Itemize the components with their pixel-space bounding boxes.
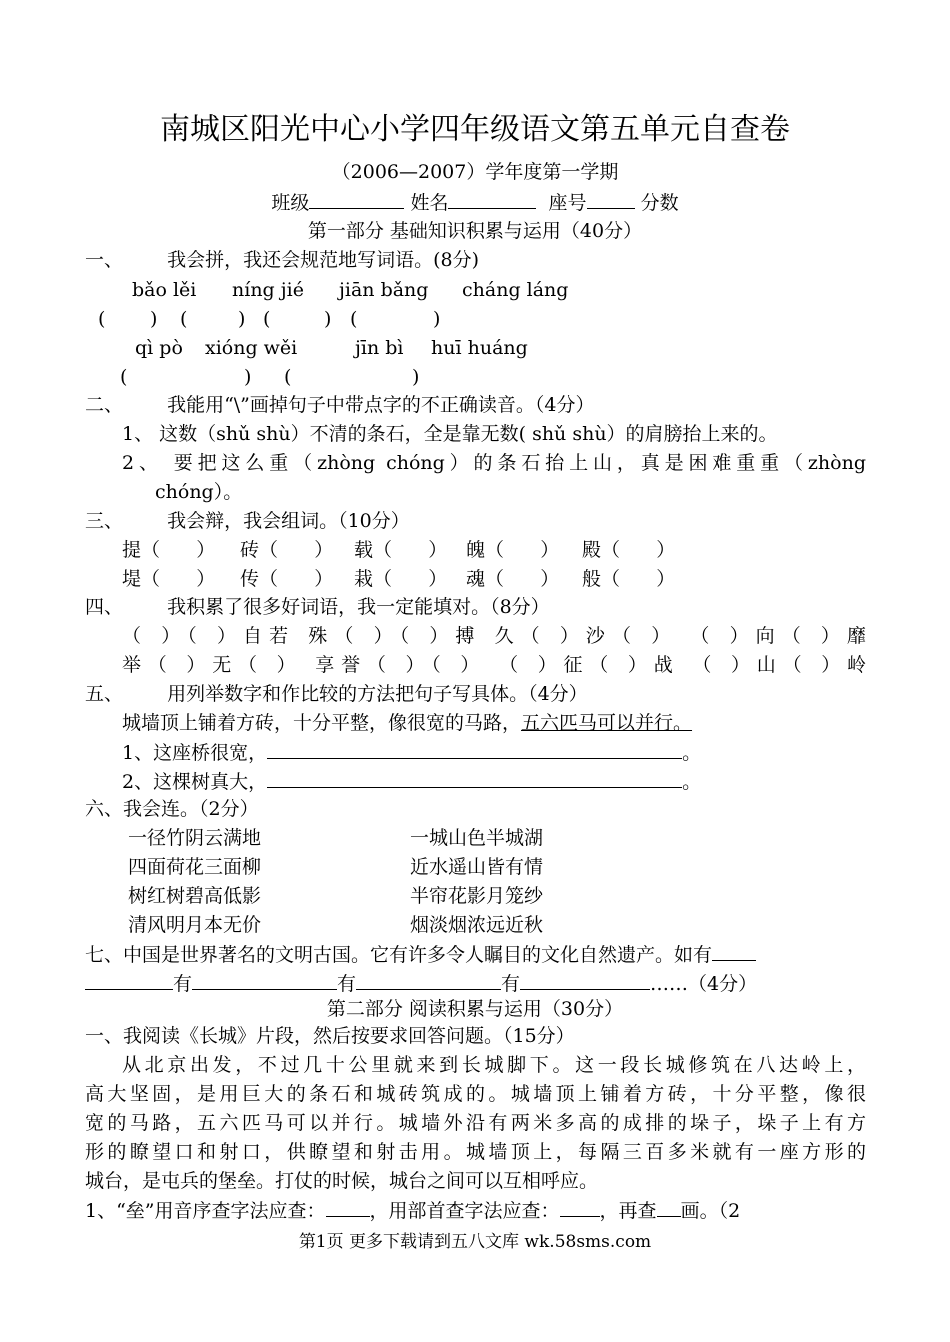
q7-blank[interactable]: [356, 969, 501, 990]
word-group-item: 殿（ ）: [582, 539, 676, 561]
period: 。: [682, 742, 702, 764]
r1-para-line: 高大坚固，是用巨大的条石和城砖筑成的。城墙顶上铺着方砖，十分平整，像很: [85, 1083, 866, 1105]
q4-line: [85, 593, 865, 621]
r1-q1-text: ，用部首查字法应查：: [369, 1200, 560, 1222]
word-group-item: 传（ ）: [240, 568, 334, 590]
q2-line: [85, 391, 865, 419]
q6-left-item[interactable]: 四面荷花三面柳: [128, 856, 262, 878]
page-title: 南城区阳光中心小学四年级语文第五单元自查卷: [160, 112, 790, 147]
pinyin: huī huáng: [431, 337, 528, 359]
paren-close: ): [238, 308, 246, 330]
paren-open: (: [120, 366, 128, 388]
paren-close: ): [150, 308, 158, 330]
q2-label: 二、: [85, 394, 124, 416]
r1-question1: [85, 1196, 866, 1225]
name-blank[interactable]: [448, 188, 536, 209]
paren-open: (: [350, 308, 358, 330]
r1-q1-text: 画。（2: [680, 1200, 741, 1222]
q7-you: 有: [337, 973, 357, 995]
q3-label: 三、: [85, 510, 124, 532]
q4-row2: 举（ ）无（ ） 享誉（ ）（ ） （ ）征（ ）战 （ ）山（ ）岭: [122, 654, 866, 676]
q7-text: 七、中国是世界著名的文明古国。它有许多令人瞩目的文化自然遗产。如有: [85, 944, 713, 966]
pinyin: bǎo lěi: [132, 279, 197, 301]
class-blank[interactable]: [309, 188, 404, 209]
pinyin: jīn bì: [355, 337, 404, 359]
r1-para-line: 城台，是屯兵的堡垒。打仗的时候，城台之间可以互相呼应。: [85, 1170, 599, 1192]
q5-item2-blank[interactable]: [267, 767, 682, 788]
paren-open: (: [98, 308, 106, 330]
word-group-item: 魄（ ）: [466, 539, 560, 561]
name-label: 姓名: [410, 192, 449, 214]
page-footer: 第1页 更多下载请到五八文库 wk.58sms.com: [298, 1232, 652, 1252]
r1-q1-text: ，再查: [599, 1200, 657, 1222]
pinyin: cháng láng: [462, 279, 569, 301]
word-group-item: 砖（ ）: [240, 539, 334, 561]
pinyin: qì pò: [135, 337, 183, 359]
part2-heading: 第二部分 阅读积累与运用（30分）: [326, 998, 624, 1020]
q7-blank[interactable]: [520, 969, 650, 990]
r1-para-line: 宽的马路，五六匹马可以并行。城墙外沿有两米多高的成排的垛子，垛子上有方: [85, 1112, 866, 1134]
q4-label: 四、: [85, 596, 124, 618]
r1-q1-blank[interactable]: [326, 1196, 370, 1217]
q5-label: 五、: [85, 683, 124, 705]
word-group-item: 般（ ）: [582, 568, 676, 590]
q7-ending: ……（4分）: [650, 973, 758, 995]
r1-q1-text: 1、“垒”用音序查字法应查：: [85, 1200, 326, 1222]
paren-open: (: [263, 308, 271, 330]
q6-right-item[interactable]: 一城山色半城湖: [410, 827, 544, 849]
q7-line2: [85, 969, 866, 998]
q7-blank[interactable]: [85, 969, 173, 990]
score-label: 分数: [640, 192, 679, 214]
q1-label: 一、: [85, 249, 124, 271]
q3-line: [85, 507, 865, 535]
r1-q1-blank[interactable]: [560, 1196, 600, 1217]
q1-line: [85, 246, 865, 274]
q2-text: 我能用“\”画掉句子中带点字的不正确读音。（4分）: [167, 394, 595, 416]
q7-you: 有: [173, 973, 193, 995]
word-group-item: 提（ ）: [122, 539, 216, 561]
q4-row1: （ ）（ ）自若 殊（ ）（ ）搏 久（ ）沙（ ） （ ）向（ ）靡: [122, 625, 866, 647]
q5-text: 用列举数字和作比较的方法把句子写具体。（4分）: [167, 683, 588, 705]
word-group-item: 堤（ ）: [122, 568, 216, 590]
q5-line: [85, 680, 865, 708]
q5-example-text: 城墙顶上铺着方砖，十分平整，像很宽的马路，: [122, 712, 522, 734]
q6-left-item[interactable]: 树红树碧高低影: [128, 885, 262, 907]
q7-line1: [85, 940, 866, 969]
r1-para-line: 形的瞭望口和射口，供瞭望和射击用。城墙顶上，每隔三百多米就有一座方形的: [85, 1141, 866, 1163]
q6-heading: 六、我会连。（2分）: [85, 798, 259, 820]
class-label: 班级: [271, 192, 310, 214]
part1-heading: 第一部分 基础知识积累与运用（40分）: [307, 220, 643, 242]
paren-close: ): [433, 308, 441, 330]
r1-heading: 一、我阅读《长城》片段，然后按要求回答问题。（15分）: [85, 1025, 575, 1047]
q5-item1-blank[interactable]: [267, 738, 682, 759]
pinyin: jiān bǎng: [339, 279, 429, 301]
q2-item1: 1、 这数（shǔ shù）不清的条石，全是靠无数( shǔ shù）的肩膀抬上来的。: [122, 423, 778, 445]
q1-text: 我会拼，我还会规范地写词语。(8分): [167, 249, 479, 271]
pinyin: níng jié: [232, 279, 304, 301]
word-group-item: 魂（ ）: [466, 568, 560, 590]
q5-item1-text: 1、这座桥很宽，: [122, 742, 268, 764]
q2-item2-cont: chóng）。: [155, 481, 243, 503]
paren-open: (: [284, 366, 292, 388]
q2-item2: 2、 要把这么重（zhòng chóng）的条石抬上山，真是困难重重（zhòng: [122, 452, 866, 474]
r1-para-line: 从北京出发，不过几十公里就来到长城脚下。这一段长城修筑在八达岭上，: [122, 1054, 866, 1076]
q5-example-underlined: 五六匹马可以并行。: [521, 712, 693, 734]
paren-close: ): [324, 308, 332, 330]
pinyin: xióng wěi: [205, 337, 298, 359]
q6-left-item[interactable]: 一径竹阴云满地: [128, 827, 262, 849]
student-info-row: [0, 188, 950, 217]
word-group-item: 栽（ ）: [354, 568, 448, 590]
q6-right-item[interactable]: 半帘花影月笼纱: [410, 885, 544, 907]
q4-text: 我积累了很多好词语，我一定能填对。（8分）: [167, 596, 550, 618]
q5-example: [122, 709, 866, 737]
q7-blank[interactable]: [712, 940, 756, 961]
q7-blank[interactable]: [192, 969, 337, 990]
q5-item1: [122, 738, 866, 767]
r1-q1-blank[interactable]: [657, 1196, 681, 1217]
paren-open: (: [180, 308, 188, 330]
q6-right-item[interactable]: 烟淡烟浓远近秋: [410, 914, 544, 936]
paren-close: ): [412, 366, 420, 388]
q6-right-item[interactable]: 近水遥山皆有情: [410, 856, 544, 878]
q5-item2: [122, 767, 866, 796]
q3-text: 我会辩，我会组词。（10分）: [167, 510, 410, 532]
seat-label: 座号: [548, 192, 587, 214]
q7-you: 有: [501, 973, 521, 995]
word-group-item: 载（ ）: [354, 539, 448, 561]
subtitle: （2006—2007）学年度第一学期: [331, 161, 619, 183]
seat-blank[interactable]: [587, 188, 635, 209]
period: 。: [682, 771, 702, 793]
q5-item2-text: 2、这棵树真大，: [122, 771, 268, 793]
q6-left-item[interactable]: 清风明月本无价: [128, 914, 262, 936]
paren-close: ): [244, 366, 252, 388]
